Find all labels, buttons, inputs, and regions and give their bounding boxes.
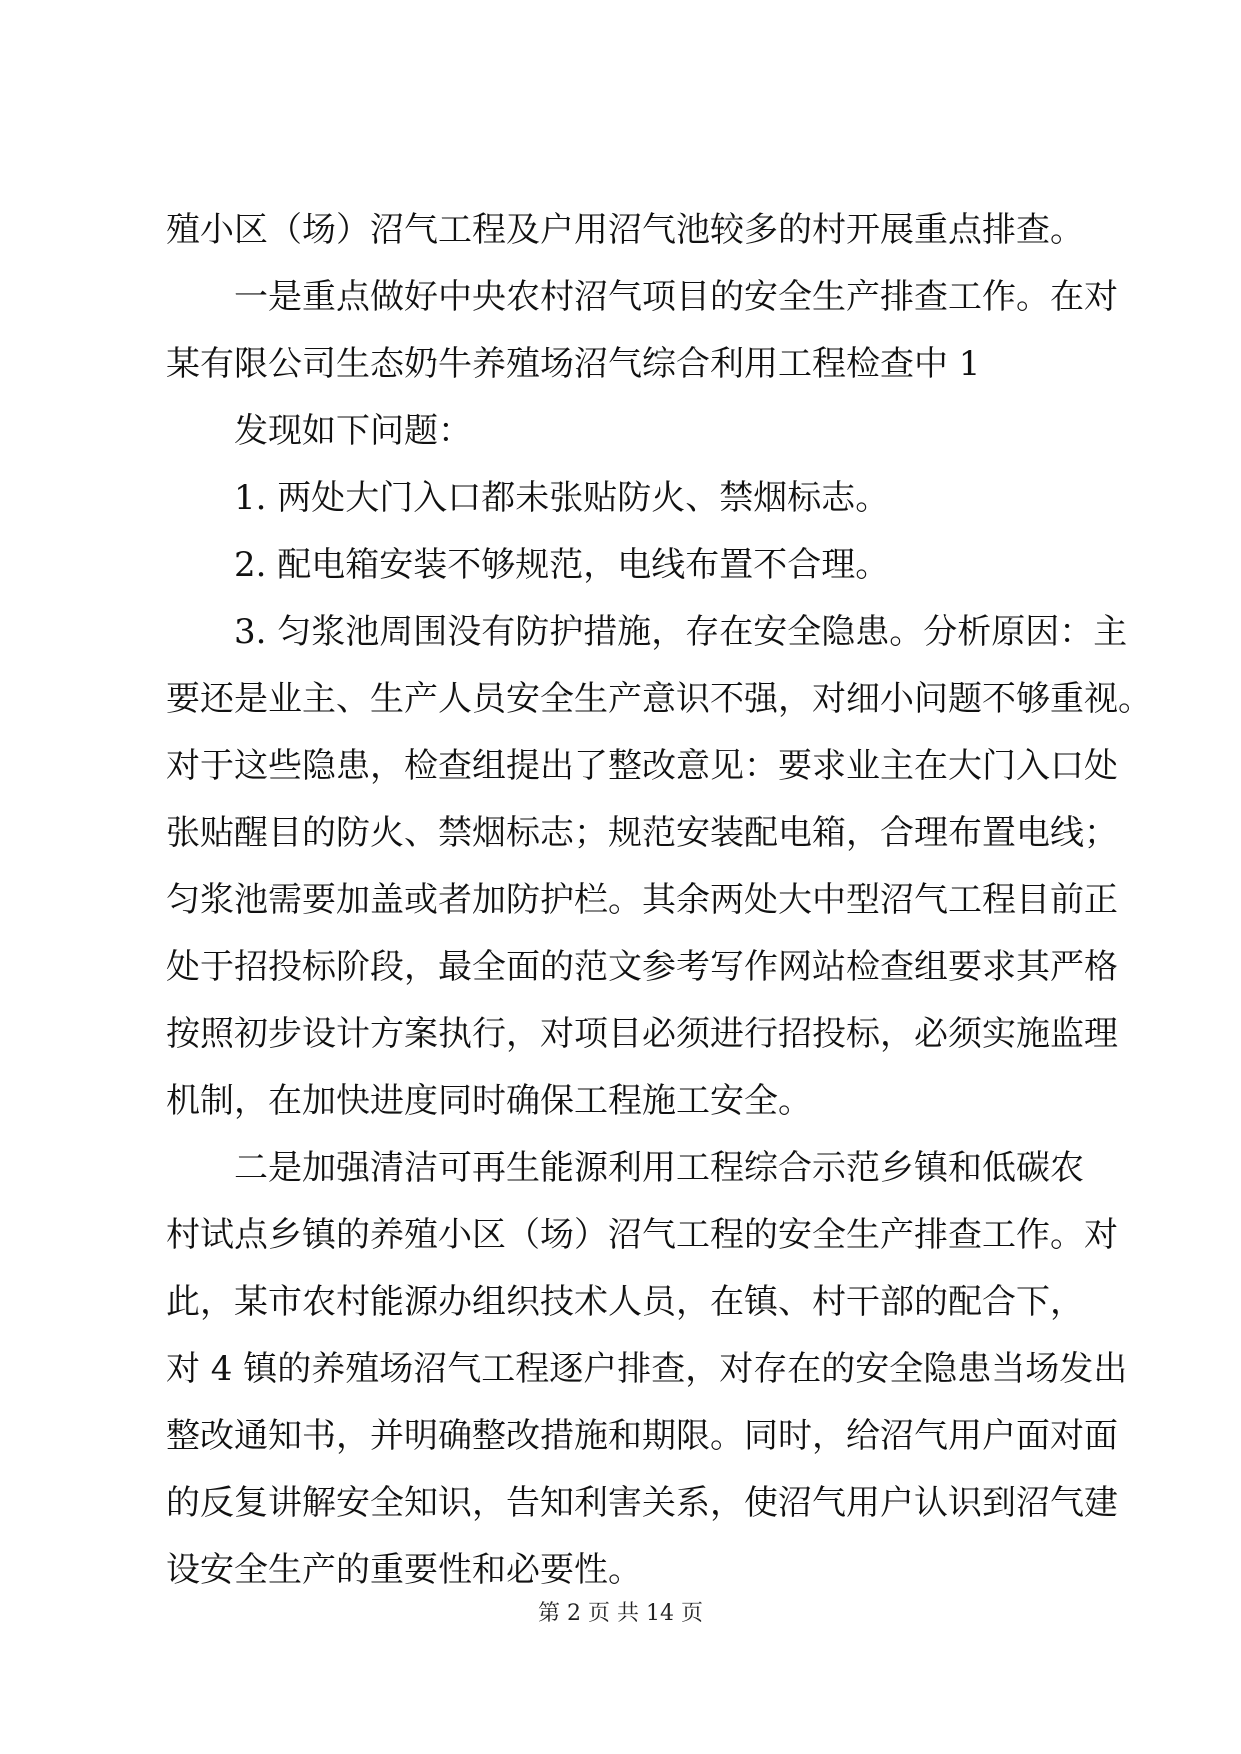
text-line: 3. 匀浆池周围没有防护措施，存在安全隐患。分析原因：主 [234,612,1128,652]
text-line: 一是重点做好中央农村沼气项目的安全生产排查工作。在对 [234,277,1118,317]
text-line: 对于这些隐患，检查组提出了整改意见：要求业主在大门入口处 [166,746,1118,786]
text-line: 机制，在加快进度同时确保工程施工安全。 [166,1081,812,1121]
document-body [166,197,1152,1604]
text-line: 1. 两处大门入口都未张贴防火、禁烟标志。 [234,478,890,518]
text-line: 匀浆池需要加盖或者加防护栏。其余两处大中型沼气工程目前正 [166,880,1118,920]
text-line: 的反复讲解安全知识，告知利害关系，使沼气用户认识到沼气建 [166,1483,1118,1523]
text-line: 对 4 镇的养殖场沼气工程逐户排查，对存在的安全隐患当场发出 [166,1349,1128,1389]
text-line: 二是加强清洁可再生能源利用工程综合示范乡镇和低碳农 [234,1148,1084,1188]
text-line: 处于招投标阶段，最全面的范文参考写作网站检查组要求其严格 [166,947,1118,987]
page-footer: 第 2 页 共 14 页 [538,1601,703,1626]
text-line: 按照初步设计方案执行，对项目必须进行招投标，必须实施监理 [166,1014,1118,1054]
text-line: 此，某市农村能源办组织技术人员，在镇、村干部的配合下， [166,1282,1084,1322]
text-line: 发现如下问题： [234,411,472,451]
text-line: 某有限公司生态奶牛养殖场沼气综合利用工程检查中 1 [166,344,981,384]
text-line: 2. 配电箱安装不够规范，电线布置不合理。 [234,545,890,585]
text-line: 整改通知书，并明确整改措施和期限。同时，给沼气用户面对面 [166,1416,1118,1456]
text-line: 设安全生产的重要性和必要性。 [166,1550,642,1590]
text-line: 殖小区（场）沼气工程及户用沼气池较多的村开展重点排查。 [166,210,1084,250]
text-line: 要还是业主、生产人员安全生产意识不强，对细小问题不够重视。 [166,679,1152,719]
text-line: 张贴醒目的防火、禁烟标志；规范安装配电箱，合理布置电线； [166,813,1118,853]
text-line: 村试点乡镇的养殖小区（场）沼气工程的安全生产排查工作。对 [166,1215,1118,1255]
